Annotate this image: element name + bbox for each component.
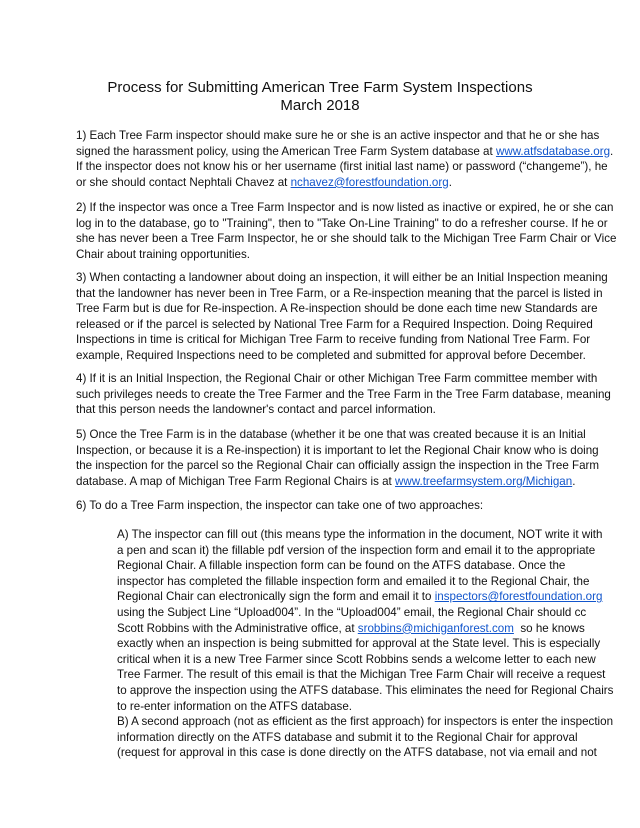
p2-line-4: Chair about training opportunities. [76, 247, 251, 261]
pa-line-11: to approve the inspection using the ATFS database. This eliminates the need for Regional Chairs [117, 683, 614, 697]
p3-line-3: Tree Farm but is due for Re-inspection. A Re-inspection should be done each time new Standards are [76, 302, 598, 316]
paragraph-5 [76, 427, 600, 489]
atfs-database-link[interactable]: www.atfsdatabase.org [495, 144, 611, 158]
p3-line-6: example, Required Inspections need to be completed and submitted for approval before December. [76, 348, 586, 362]
p2-line-3: she has never been a Tree Farm Inspector, he or she should talk to the Michigan Tree Farm Chair or Vice [76, 232, 617, 246]
p1-line-1: 1) Each Tree Farm inspector should make sure he or she is an active inspector and that he or she has [76, 129, 600, 142]
pa-line-7-text: Scott Robbins with the Administrative office, at [117, 621, 358, 635]
p5-line-3: the inspection for the parcel so the Regional Chair can officially assign the inspection in the Tree Farm [76, 459, 600, 473]
p1-line-2-end: . [610, 144, 614, 158]
pa-line-10: Tree Farmer. The result of this email is that the Michigan Tree Farm Chair will receive a request [117, 668, 606, 682]
p5-line-4-text: database. A map of Michigan Tree Farm Regional Chairs is at [76, 474, 395, 488]
document-title: Process for Submitting American Tree Farm System Inspections [107, 79, 533, 96]
p4-line-2: such privileges needs to create the Tree Farmer and the Tree Farm in the Tree Farm database, meaning [76, 387, 611, 401]
paragraph-3 [76, 270, 608, 364]
inspectors-email-link[interactable]: inspectors@forestfoundation.org [434, 590, 603, 604]
p1-line-2-text: signed the harassment policy, using the American Tree Farm System database at [76, 144, 496, 158]
pb-line-1: B) A second approach (not as efficient as the first approach) for inspectors is enter the inspection [117, 715, 614, 728]
pa-line-7-end: so he knows [513, 621, 585, 635]
pa-line-2: a pen and scan it) the fillable pdf version of the inspection form and email it to the appropriate [117, 543, 596, 557]
pa-line-4: inspector has completed the fillable inspection form and emailed it to the Regional Chair, the [117, 574, 590, 588]
approach-b [117, 714, 614, 761]
p3-line-1: 3) When contacting a landowner about doing an inspection, it will either be an Initial Inspection meaning [76, 271, 608, 284]
p5-line-2: Inspection, or because it is a Re-inspection) it is important to let the Regional Chair know who is doing [76, 443, 599, 457]
p1-line-4 [76, 175, 576, 191]
treefarmsystem-michigan-link[interactable]: www.treefarmsystem.org/Michigan [395, 474, 573, 488]
p6-line-1: 6) To do a Tree Farm inspection, the inspector can take one of two approaches: [76, 499, 484, 512]
pa-line-7 [117, 621, 585, 637]
pa-line-9: critical when it is a new Tree Farmer since Scott Robbins sends a welcome letter to each new [117, 652, 596, 666]
p4-line-1: 4) If it is an Initial Inspection, the Regional Chair or other Michigan Tree Farm committee member with [76, 372, 598, 385]
pa-line-3: Regional Chair. A fillable inspection form can be found on the ATFS database. Once the [117, 559, 566, 573]
srobbins-email-link[interactable]: srobbins@michiganforest.com [357, 621, 514, 635]
p5-line-4-end: . [572, 474, 576, 488]
paragraph-2 [76, 200, 617, 262]
pa-line-1: A) The inspector can fill out (this means type the information in the document, NOT write it with [117, 528, 603, 541]
pa-line-6: using the Subject Line “Upload004”. In the “Upload004” email, the Regional Chair should cc [117, 605, 587, 619]
p2-line-1: 2) If the inspector was once a Tree Farm Inspector and is now listed as inactive or expired, he or she can [76, 201, 614, 214]
p3-line-5: Inspections in time is critical for Michigan Tree Farm to receive funding from National Tree Farm. For [76, 333, 591, 347]
p3-line-2: that the landowner has never been in Tree Farm, or a Re-inspection meaning that the parcel is listed in [76, 286, 603, 300]
paragraph-1 [76, 128, 614, 190]
paragraph-4 [76, 371, 611, 418]
p1-line-4-text: or she should contact Nephtali Chavez at [76, 175, 291, 189]
p4-line-3: that this person needs the landowner's contact and parcel information. [76, 403, 436, 417]
p3-line-4: released or if the parcel is selected by National Tree Farm for a Required Inspection. Doing Required [76, 317, 593, 331]
pb-line-2: information directly on the ATFS database and submit it to the Regional Chair for approval [117, 730, 578, 744]
pa-line-12: to re-enter information on the ATFS database. [117, 699, 353, 713]
paragraph-6 [76, 498, 576, 514]
p5-line-1: 5) Once the Tree Farm is in the database (whether it be one that was created because it is an Initial [76, 428, 586, 441]
nchavez-email-link[interactable]: nchavez@forestfoundation.org [290, 175, 449, 189]
pa-line-5 [117, 589, 603, 605]
pa-line-5-text: Regional Chair can electronically sign the form and email it to [117, 590, 435, 604]
pa-line-8: exactly when an inspection is being submitted for approval at the State level. This is especially [117, 637, 601, 651]
p1-line-2 [76, 144, 614, 160]
p2-line-2: log in to the database, go to "Training", then to "Take On-Line Training" to do a refresher course. If he or [76, 216, 608, 230]
p1-line-3: If the inspector does not know his or her username (first initial last name) or password (“changeme”), he [76, 160, 608, 174]
document-date: March 2018 [280, 97, 360, 114]
p5-line-4 [76, 474, 576, 490]
approach-a [117, 527, 614, 714]
pb-line-3: (request for approval in this case is done directly on the ATFS database, not via email and not [117, 746, 597, 760]
p1-line-4-end: . [448, 175, 452, 189]
